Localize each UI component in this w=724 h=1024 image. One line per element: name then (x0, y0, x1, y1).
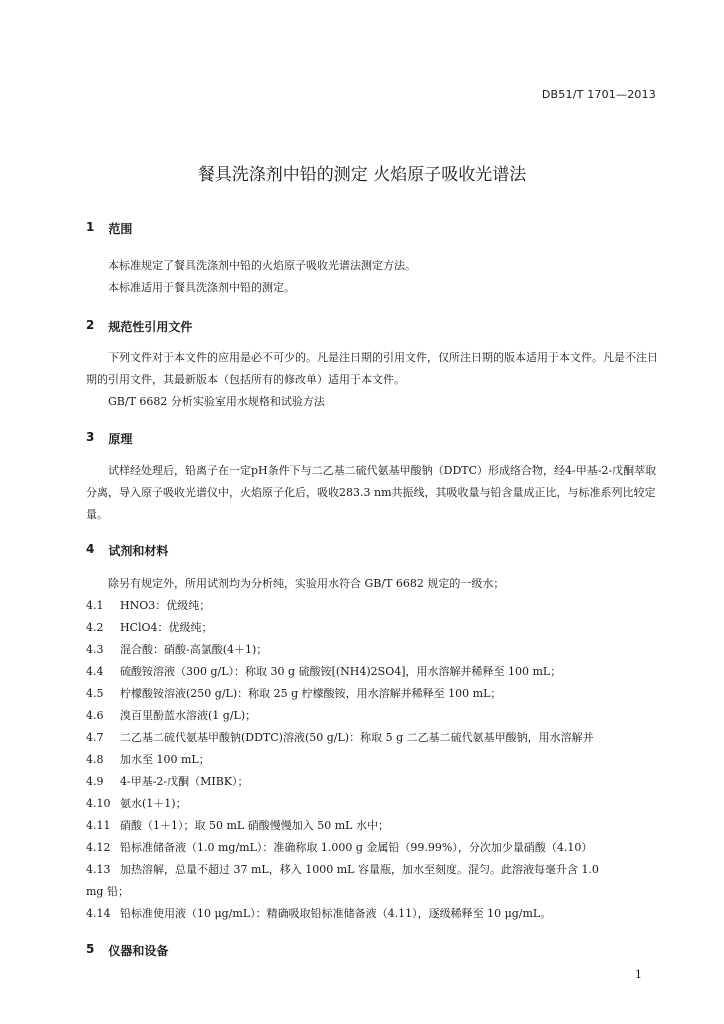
item-text: 二乙基二硫代氨基甲酸钠(DDTC)溶液(50 g/L)：称取 5 g 二乙基二硫代氨基甲酸钠，用水溶解并 (120, 731, 594, 744)
item-number: 4.1 (86, 599, 104, 612)
list-item (86, 705, 658, 727)
item-number: 4.3 (86, 643, 104, 656)
document-title: 餐具洗涤剂中铅的测定 火焰原子吸收光谱法 (197, 165, 527, 185)
item-number: 4.8 (86, 753, 104, 766)
section-title: 试剂和材料 (108, 544, 169, 558)
section-title: 规范性引用文件 (108, 320, 193, 334)
item-number: 4.7 (86, 731, 104, 744)
paragraph: 下列文件对于本文件的应用是必不可少的。凡是注日期的引用文件，仅所注日期的版本适用于本文件。凡是不注日期的引用文件，其最新版本（包括所有的修改单）适用于本文件。 (86, 351, 658, 386)
section-number: 5 (86, 942, 95, 956)
paragraph: GB/T 6682 分析实验室用水规格和试验方法 (108, 395, 325, 408)
list-item (86, 661, 658, 683)
section-2-heading (86, 318, 192, 335)
section-1-body (86, 255, 658, 299)
item-number: 4.13 (86, 863, 111, 876)
item-text: 硫酸铵溶液（300 g/L）：称取 30 g 硫酸铵[(NH4)2SO4]，用水溶解并稀释至 100 mL； (120, 665, 562, 678)
section-number: 4 (86, 542, 95, 556)
section-2-body (86, 347, 658, 413)
item-number: 4.11 (86, 819, 111, 832)
item-text: 铅标准储备液（1.0 mg/mL）：准确称取 1.000 g 金属铅（99.99%），分次加少量硝酸（4.10） (120, 841, 593, 854)
standard-code: DB51/T 1701—2013 (541, 88, 656, 101)
item-number: 4.5 (86, 687, 104, 700)
list-item (86, 903, 658, 925)
item-text: HClO4：优级纯； (120, 621, 213, 634)
list-item (86, 727, 658, 749)
list-item (86, 683, 658, 705)
item-text: 加水至 100 mL； (120, 753, 210, 766)
section-4-intro (86, 573, 658, 595)
paragraph: 本标准规定了餐具洗涤剂中铅的火焰原子吸收光谱法测定方法。 (108, 259, 416, 272)
list-item (86, 639, 658, 661)
item-text: 溴百里酚蓝水溶液(1 g/L)； (120, 709, 257, 722)
item-number: 4.6 (86, 709, 104, 722)
list-item (86, 749, 658, 771)
item-text: mg 铅； (86, 885, 129, 898)
page-number: 1 (635, 968, 642, 981)
section-title: 范围 (108, 222, 133, 236)
list-item (86, 815, 658, 837)
paragraph: 试样经处理后，铅离子在一定pH条件下与二乙基二硫代氨基甲酸钠（DDTC）形成络合物，经4-甲基-2-戊酮萃取分离，导入原子吸收光谱仪中，火焰原子化后，吸收283.3 nm共振线，其吸收量与铅含量成正比，与标准系列比较定量。 (86, 464, 657, 521)
item-text: 氨水(1＋1)； (120, 797, 187, 810)
item-number: 4.2 (86, 621, 104, 634)
item-text: 铅标准使用液（10 μg/mL）：精确吸取铅标准储备液（4.11），逐级稀释至 10 μg/mL。 (120, 907, 552, 920)
section-number: 3 (86, 430, 95, 444)
item-text: 柠檬酸铵溶液(250 g/L)：称取 25 g 柠檬酸铵，用水溶解并稀释至 100 mL； (120, 687, 502, 700)
item-text: 4-甲基-2-戊酮（MIBK）； (120, 775, 249, 788)
item-text: 硝酸（1＋1）；取 50 mL 硝酸慢慢加入 50 mL 水中； (120, 819, 389, 832)
section-number: 2 (86, 318, 95, 332)
section-number: 1 (86, 220, 95, 234)
list-item (86, 859, 658, 881)
list-item (86, 793, 658, 815)
item-number: 4.12 (86, 841, 111, 854)
section-5-heading (86, 942, 168, 959)
paragraph: 除另有规定外，所用试剂均为分析纯，实验用水符合 GB/T 6682 规定的一级水； (108, 577, 505, 590)
item-number: 4.9 (86, 775, 104, 788)
section-3-body (86, 460, 658, 526)
list-item (86, 837, 658, 859)
list-item (86, 771, 658, 793)
section-title: 仪器和设备 (108, 944, 169, 958)
section-4-heading (86, 542, 168, 559)
list-item-continuation (86, 881, 658, 903)
paragraph: 本标准适用于餐具洗涤剂中铅的测定。 (108, 281, 295, 294)
item-text: 混合酸：硝酸-高氯酸(4＋1)； (120, 643, 268, 656)
item-text: HNO3：优级纯； (120, 599, 211, 612)
list-item (86, 617, 658, 639)
item-number: 4.4 (86, 665, 104, 678)
section-3-heading (86, 430, 132, 447)
item-number: 4.10 (86, 797, 111, 810)
section-1-heading (86, 220, 132, 237)
item-number: 4.14 (86, 907, 111, 920)
item-text: 加热溶解，总量不超过 37 mL，移入 1000 mL 容量瓶，加水至刻度。混匀。此溶液每毫升含 1.0 (120, 863, 599, 876)
section-title: 原理 (108, 432, 133, 446)
list-item (86, 595, 658, 617)
